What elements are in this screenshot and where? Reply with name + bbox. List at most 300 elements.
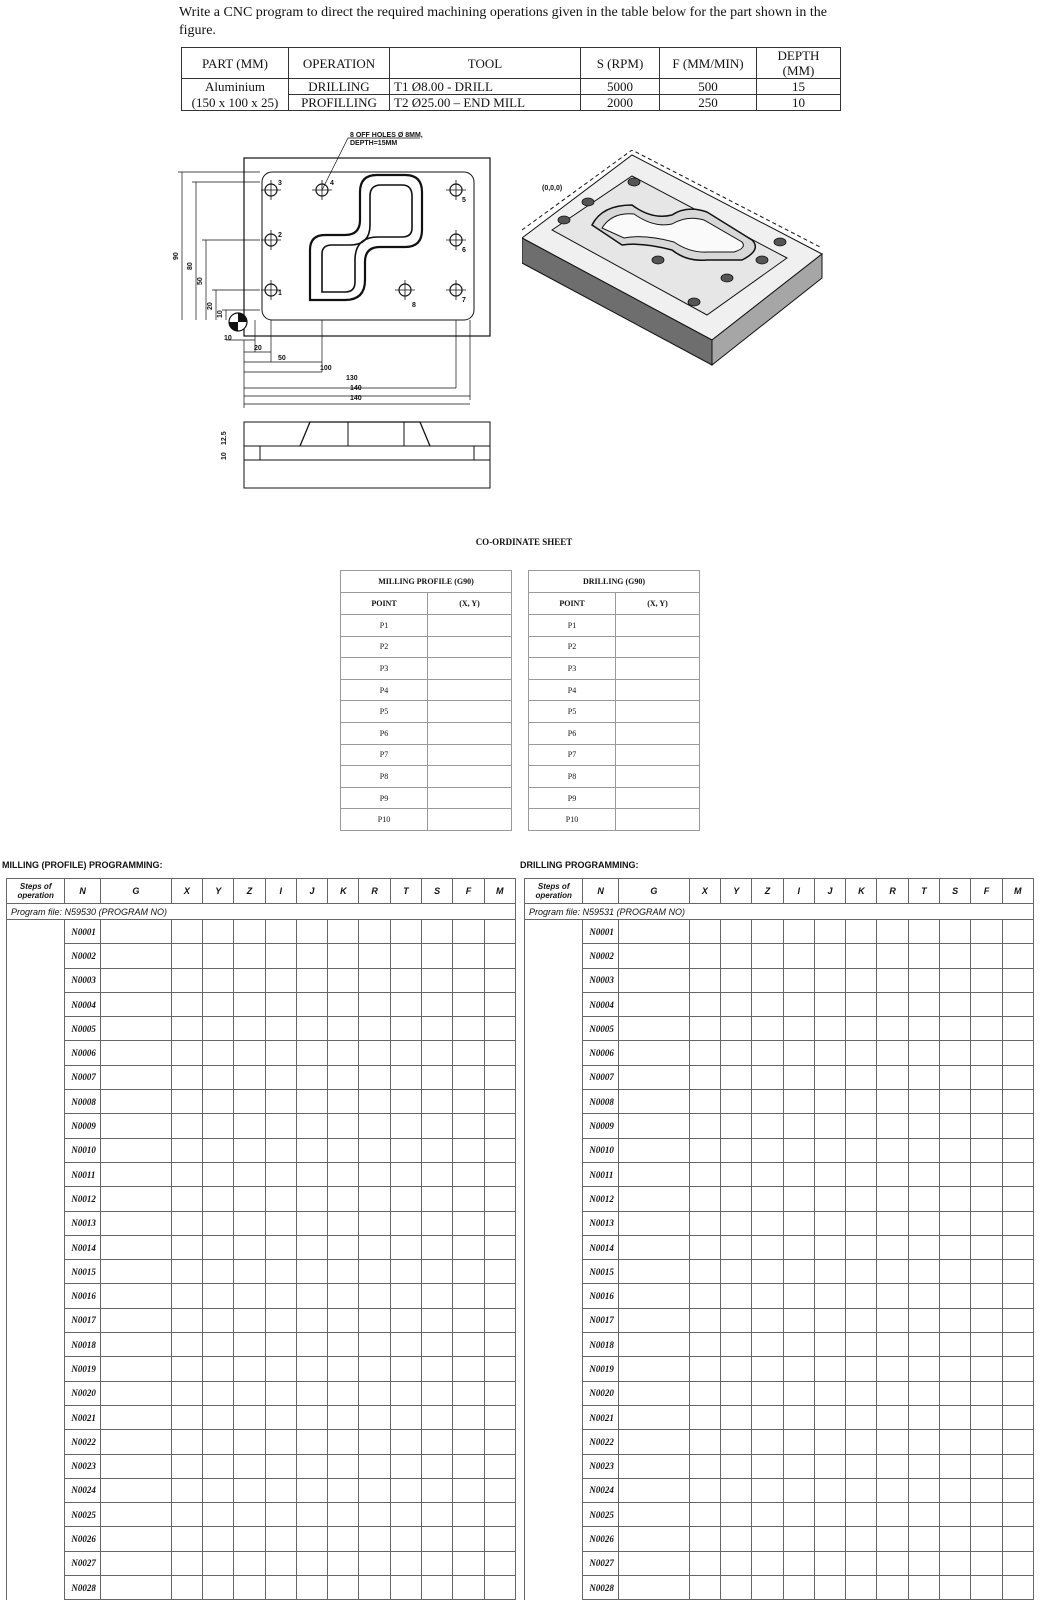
entry-cell-s[interactable] xyxy=(422,1551,453,1575)
entry-cell-m[interactable] xyxy=(1002,1138,1033,1162)
entry-cell-g[interactable] xyxy=(100,968,171,992)
entry-cell-x[interactable] xyxy=(171,1114,202,1138)
entry-cell-g[interactable] xyxy=(100,1503,171,1527)
entry-cell-m[interactable] xyxy=(484,1503,515,1527)
entry-cell-i[interactable] xyxy=(265,1187,296,1211)
entry-cell-t[interactable] xyxy=(908,1114,939,1138)
entry-cell-m[interactable] xyxy=(484,1454,515,1478)
entry-cell-f[interactable] xyxy=(453,1551,484,1575)
entry-cell-t[interactable] xyxy=(908,1284,939,1308)
entry-cell-s[interactable] xyxy=(940,1333,971,1357)
entry-cell-t[interactable] xyxy=(390,1211,421,1235)
entry-cell-x[interactable] xyxy=(171,1187,202,1211)
entry-cell-f[interactable] xyxy=(971,1308,1002,1332)
entry-cell-j[interactable] xyxy=(296,1284,327,1308)
entry-cell-j[interactable] xyxy=(814,1551,845,1575)
steps-cell[interactable] xyxy=(525,1478,583,1502)
steps-cell[interactable] xyxy=(525,1551,583,1575)
entry-cell-k[interactable] xyxy=(846,1308,877,1332)
entry-cell-s[interactable] xyxy=(940,1576,971,1600)
entry-cell-r[interactable] xyxy=(877,1114,908,1138)
entry-cell-y[interactable] xyxy=(203,1357,234,1381)
entry-cell-r[interactable] xyxy=(359,1090,390,1114)
entry-cell-j[interactable] xyxy=(814,1527,845,1551)
entry-cell-r[interactable] xyxy=(359,1260,390,1284)
steps-cell[interactable] xyxy=(7,1211,65,1235)
entry-cell-t[interactable] xyxy=(390,1260,421,1284)
entry-cell-f[interactable] xyxy=(971,1041,1002,1065)
steps-cell[interactable] xyxy=(7,1430,65,1454)
entry-cell-i[interactable] xyxy=(783,1333,814,1357)
entry-cell-x[interactable] xyxy=(689,1090,720,1114)
entry-cell-z[interactable] xyxy=(752,1405,783,1429)
entry-cell-y[interactable] xyxy=(203,1454,234,1478)
entry-cell-z[interactable] xyxy=(752,1065,783,1089)
entry-cell-i[interactable] xyxy=(265,1017,296,1041)
entry-cell-z[interactable] xyxy=(234,1114,265,1138)
entry-cell-i[interactable] xyxy=(265,1308,296,1332)
entry-cell-z[interactable] xyxy=(234,1551,265,1575)
steps-cell[interactable] xyxy=(7,1187,65,1211)
entry-cell-k[interactable] xyxy=(846,1090,877,1114)
entry-cell-k[interactable] xyxy=(328,1017,359,1041)
xy-entry-cell[interactable] xyxy=(428,615,512,637)
entry-cell-t[interactable] xyxy=(908,1235,939,1259)
entry-cell-s[interactable] xyxy=(422,1308,453,1332)
steps-cell[interactable] xyxy=(525,1187,583,1211)
steps-cell[interactable] xyxy=(7,1333,65,1357)
entry-cell-r[interactable] xyxy=(359,1576,390,1600)
entry-cell-g[interactable] xyxy=(618,1114,689,1138)
entry-cell-i[interactable] xyxy=(783,1405,814,1429)
entry-cell-g[interactable] xyxy=(100,1478,171,1502)
entry-cell-m[interactable] xyxy=(484,920,515,944)
entry-cell-y[interactable] xyxy=(721,920,752,944)
entry-cell-i[interactable] xyxy=(783,1090,814,1114)
entry-cell-r[interactable] xyxy=(877,1065,908,1089)
entry-cell-z[interactable] xyxy=(234,1090,265,1114)
entry-cell-g[interactable] xyxy=(618,1503,689,1527)
entry-cell-j[interactable] xyxy=(296,1357,327,1381)
entry-cell-m[interactable] xyxy=(484,1333,515,1357)
entry-cell-i[interactable] xyxy=(783,1114,814,1138)
entry-cell-z[interactable] xyxy=(234,1284,265,1308)
entry-cell-j[interactable] xyxy=(296,1454,327,1478)
entry-cell-m[interactable] xyxy=(1002,1211,1033,1235)
entry-cell-m[interactable] xyxy=(1002,968,1033,992)
entry-cell-i[interactable] xyxy=(783,1381,814,1405)
entry-cell-j[interactable] xyxy=(296,1503,327,1527)
entry-cell-g[interactable] xyxy=(100,1576,171,1600)
entry-cell-g[interactable] xyxy=(618,1333,689,1357)
entry-cell-s[interactable] xyxy=(422,1162,453,1186)
entry-cell-g[interactable] xyxy=(100,1454,171,1478)
entry-cell-g[interactable] xyxy=(100,1527,171,1551)
entry-cell-j[interactable] xyxy=(814,1308,845,1332)
entry-cell-m[interactable] xyxy=(484,1576,515,1600)
entry-cell-x[interactable] xyxy=(689,1454,720,1478)
entry-cell-t[interactable] xyxy=(390,992,421,1016)
entry-cell-y[interactable] xyxy=(203,1308,234,1332)
entry-cell-z[interactable] xyxy=(234,1381,265,1405)
entry-cell-f[interactable] xyxy=(971,944,1002,968)
entry-cell-y[interactable] xyxy=(721,1308,752,1332)
entry-cell-m[interactable] xyxy=(484,1065,515,1089)
entry-cell-k[interactable] xyxy=(846,1527,877,1551)
entry-cell-k[interactable] xyxy=(328,1065,359,1089)
entry-cell-r[interactable] xyxy=(877,1551,908,1575)
entry-cell-k[interactable] xyxy=(846,992,877,1016)
entry-cell-k[interactable] xyxy=(328,1454,359,1478)
entry-cell-i[interactable] xyxy=(265,1405,296,1429)
entry-cell-r[interactable] xyxy=(877,1478,908,1502)
entry-cell-x[interactable] xyxy=(689,1405,720,1429)
entry-cell-m[interactable] xyxy=(484,1211,515,1235)
entry-cell-j[interactable] xyxy=(814,1284,845,1308)
entry-cell-z[interactable] xyxy=(234,1333,265,1357)
entry-cell-r[interactable] xyxy=(359,1211,390,1235)
entry-cell-i[interactable] xyxy=(265,1114,296,1138)
entry-cell-i[interactable] xyxy=(783,1260,814,1284)
entry-cell-g[interactable] xyxy=(100,1381,171,1405)
entry-cell-m[interactable] xyxy=(484,1114,515,1138)
entry-cell-x[interactable] xyxy=(689,1162,720,1186)
entry-cell-i[interactable] xyxy=(783,1527,814,1551)
entry-cell-x[interactable] xyxy=(689,1527,720,1551)
entry-cell-x[interactable] xyxy=(171,1284,202,1308)
entry-cell-j[interactable] xyxy=(814,1090,845,1114)
entry-cell-g[interactable] xyxy=(100,1065,171,1089)
entry-cell-j[interactable] xyxy=(814,1381,845,1405)
entry-cell-g[interactable] xyxy=(618,1260,689,1284)
entry-cell-g[interactable] xyxy=(100,1138,171,1162)
entry-cell-y[interactable] xyxy=(721,1284,752,1308)
entry-cell-m[interactable] xyxy=(484,1381,515,1405)
steps-cell[interactable] xyxy=(525,1454,583,1478)
entry-cell-g[interactable] xyxy=(618,1284,689,1308)
entry-cell-y[interactable] xyxy=(721,1090,752,1114)
entry-cell-x[interactable] xyxy=(689,1187,720,1211)
steps-cell[interactable] xyxy=(525,1235,583,1259)
entry-cell-f[interactable] xyxy=(971,1211,1002,1235)
entry-cell-g[interactable] xyxy=(618,1187,689,1211)
entry-cell-t[interactable] xyxy=(908,1357,939,1381)
entry-cell-k[interactable] xyxy=(846,1430,877,1454)
entry-cell-k[interactable] xyxy=(328,944,359,968)
entry-cell-z[interactable] xyxy=(234,1017,265,1041)
entry-cell-i[interactable] xyxy=(265,1065,296,1089)
steps-cell[interactable] xyxy=(7,1454,65,1478)
entry-cell-j[interactable] xyxy=(814,1187,845,1211)
entry-cell-s[interactable] xyxy=(940,1527,971,1551)
entry-cell-r[interactable] xyxy=(359,944,390,968)
xy-entry-cell[interactable] xyxy=(428,679,512,701)
entry-cell-g[interactable] xyxy=(100,1017,171,1041)
entry-cell-j[interactable] xyxy=(296,1138,327,1162)
entry-cell-z[interactable] xyxy=(752,1284,783,1308)
steps-cell[interactable] xyxy=(525,1503,583,1527)
steps-cell[interactable] xyxy=(525,1405,583,1429)
entry-cell-y[interactable] xyxy=(721,992,752,1016)
entry-cell-z[interactable] xyxy=(234,1405,265,1429)
entry-cell-i[interactable] xyxy=(783,1235,814,1259)
entry-cell-z[interactable] xyxy=(752,1576,783,1600)
entry-cell-k[interactable] xyxy=(328,968,359,992)
entry-cell-y[interactable] xyxy=(203,1065,234,1089)
entry-cell-k[interactable] xyxy=(846,920,877,944)
entry-cell-y[interactable] xyxy=(203,1527,234,1551)
entry-cell-k[interactable] xyxy=(328,1114,359,1138)
entry-cell-g[interactable] xyxy=(618,1430,689,1454)
entry-cell-y[interactable] xyxy=(721,1454,752,1478)
entry-cell-y[interactable] xyxy=(203,1041,234,1065)
entry-cell-k[interactable] xyxy=(328,1162,359,1186)
entry-cell-m[interactable] xyxy=(1002,1235,1033,1259)
entry-cell-f[interactable] xyxy=(971,1381,1002,1405)
entry-cell-f[interactable] xyxy=(971,992,1002,1016)
entry-cell-m[interactable] xyxy=(484,1430,515,1454)
entry-cell-f[interactable] xyxy=(453,992,484,1016)
xy-entry-cell[interactable] xyxy=(428,701,512,723)
entry-cell-s[interactable] xyxy=(940,1211,971,1235)
entry-cell-f[interactable] xyxy=(971,1454,1002,1478)
entry-cell-m[interactable] xyxy=(484,1260,515,1284)
entry-cell-z[interactable] xyxy=(234,1357,265,1381)
entry-cell-y[interactable] xyxy=(721,968,752,992)
entry-cell-g[interactable] xyxy=(618,1162,689,1186)
entry-cell-y[interactable] xyxy=(721,1138,752,1162)
entry-cell-t[interactable] xyxy=(908,1551,939,1575)
entry-cell-m[interactable] xyxy=(1002,1405,1033,1429)
entry-cell-s[interactable] xyxy=(422,1065,453,1089)
steps-cell[interactable] xyxy=(525,1260,583,1284)
entry-cell-t[interactable] xyxy=(390,1090,421,1114)
entry-cell-k[interactable] xyxy=(846,1162,877,1186)
entry-cell-t[interactable] xyxy=(908,1211,939,1235)
entry-cell-s[interactable] xyxy=(940,1503,971,1527)
entry-cell-j[interactable] xyxy=(296,1576,327,1600)
xy-entry-cell[interactable] xyxy=(616,766,700,788)
entry-cell-r[interactable] xyxy=(359,968,390,992)
entry-cell-g[interactable] xyxy=(100,944,171,968)
entry-cell-m[interactable] xyxy=(1002,1478,1033,1502)
entry-cell-k[interactable] xyxy=(328,1527,359,1551)
entry-cell-g[interactable] xyxy=(618,1454,689,1478)
entry-cell-y[interactable] xyxy=(721,1065,752,1089)
entry-cell-t[interactable] xyxy=(390,1527,421,1551)
entry-cell-g[interactable] xyxy=(618,920,689,944)
entry-cell-f[interactable] xyxy=(971,1187,1002,1211)
entry-cell-g[interactable] xyxy=(100,1357,171,1381)
entry-cell-s[interactable] xyxy=(940,1357,971,1381)
entry-cell-z[interactable] xyxy=(234,1211,265,1235)
entry-cell-i[interactable] xyxy=(265,1381,296,1405)
entry-cell-t[interactable] xyxy=(908,1090,939,1114)
entry-cell-f[interactable] xyxy=(971,1260,1002,1284)
entry-cell-f[interactable] xyxy=(453,1381,484,1405)
entry-cell-m[interactable] xyxy=(1002,1162,1033,1186)
entry-cell-r[interactable] xyxy=(359,992,390,1016)
entry-cell-x[interactable] xyxy=(689,1284,720,1308)
entry-cell-z[interactable] xyxy=(752,1527,783,1551)
entry-cell-j[interactable] xyxy=(814,1430,845,1454)
entry-cell-z[interactable] xyxy=(752,1333,783,1357)
entry-cell-s[interactable] xyxy=(940,1284,971,1308)
entry-cell-s[interactable] xyxy=(940,944,971,968)
entry-cell-t[interactable] xyxy=(390,944,421,968)
entry-cell-g[interactable] xyxy=(618,992,689,1016)
entry-cell-g[interactable] xyxy=(618,1357,689,1381)
entry-cell-y[interactable] xyxy=(721,1527,752,1551)
entry-cell-z[interactable] xyxy=(234,1041,265,1065)
entry-cell-m[interactable] xyxy=(484,1041,515,1065)
entry-cell-m[interactable] xyxy=(484,1308,515,1332)
entry-cell-k[interactable] xyxy=(846,1211,877,1235)
entry-cell-z[interactable] xyxy=(752,1551,783,1575)
entry-cell-r[interactable] xyxy=(877,944,908,968)
entry-cell-j[interactable] xyxy=(296,1065,327,1089)
entry-cell-j[interactable] xyxy=(296,1551,327,1575)
entry-cell-t[interactable] xyxy=(908,1527,939,1551)
entry-cell-j[interactable] xyxy=(814,1235,845,1259)
entry-cell-i[interactable] xyxy=(783,1503,814,1527)
xy-entry-cell[interactable] xyxy=(616,701,700,723)
entry-cell-x[interactable] xyxy=(689,968,720,992)
entry-cell-z[interactable] xyxy=(234,920,265,944)
entry-cell-k[interactable] xyxy=(328,1308,359,1332)
steps-cell[interactable] xyxy=(525,920,583,944)
steps-cell[interactable] xyxy=(7,1235,65,1259)
entry-cell-j[interactable] xyxy=(814,1017,845,1041)
entry-cell-z[interactable] xyxy=(234,1576,265,1600)
entry-cell-s[interactable] xyxy=(940,968,971,992)
xy-entry-cell[interactable] xyxy=(616,679,700,701)
entry-cell-y[interactable] xyxy=(203,1211,234,1235)
entry-cell-j[interactable] xyxy=(814,1260,845,1284)
entry-cell-y[interactable] xyxy=(203,1284,234,1308)
entry-cell-z[interactable] xyxy=(752,1211,783,1235)
entry-cell-y[interactable] xyxy=(203,1090,234,1114)
entry-cell-f[interactable] xyxy=(453,1527,484,1551)
entry-cell-m[interactable] xyxy=(1002,1017,1033,1041)
entry-cell-m[interactable] xyxy=(484,992,515,1016)
entry-cell-t[interactable] xyxy=(390,1065,421,1089)
entry-cell-f[interactable] xyxy=(971,1478,1002,1502)
entry-cell-s[interactable] xyxy=(422,1017,453,1041)
entry-cell-y[interactable] xyxy=(203,1333,234,1357)
entry-cell-m[interactable] xyxy=(1002,1551,1033,1575)
entry-cell-g[interactable] xyxy=(618,1405,689,1429)
entry-cell-x[interactable] xyxy=(171,992,202,1016)
entry-cell-k[interactable] xyxy=(846,1284,877,1308)
entry-cell-y[interactable] xyxy=(203,1405,234,1429)
entry-cell-j[interactable] xyxy=(296,1211,327,1235)
entry-cell-y[interactable] xyxy=(203,1551,234,1575)
steps-cell[interactable] xyxy=(7,1041,65,1065)
entry-cell-y[interactable] xyxy=(721,1162,752,1186)
entry-cell-t[interactable] xyxy=(390,1576,421,1600)
steps-cell[interactable] xyxy=(7,1381,65,1405)
entry-cell-f[interactable] xyxy=(453,1333,484,1357)
entry-cell-x[interactable] xyxy=(171,920,202,944)
entry-cell-z[interactable] xyxy=(752,1114,783,1138)
steps-cell[interactable] xyxy=(525,1017,583,1041)
entry-cell-r[interactable] xyxy=(359,1357,390,1381)
entry-cell-r[interactable] xyxy=(877,1454,908,1478)
entry-cell-y[interactable] xyxy=(203,1430,234,1454)
steps-cell[interactable] xyxy=(7,1090,65,1114)
entry-cell-k[interactable] xyxy=(328,1260,359,1284)
entry-cell-y[interactable] xyxy=(721,1357,752,1381)
entry-cell-k[interactable] xyxy=(328,1576,359,1600)
entry-cell-t[interactable] xyxy=(908,1478,939,1502)
entry-cell-j[interactable] xyxy=(814,920,845,944)
entry-cell-m[interactable] xyxy=(1002,1454,1033,1478)
entry-cell-y[interactable] xyxy=(721,944,752,968)
entry-cell-m[interactable] xyxy=(1002,1503,1033,1527)
entry-cell-x[interactable] xyxy=(689,1041,720,1065)
entry-cell-y[interactable] xyxy=(721,1114,752,1138)
entry-cell-g[interactable] xyxy=(100,1284,171,1308)
entry-cell-k[interactable] xyxy=(846,1551,877,1575)
entry-cell-t[interactable] xyxy=(390,1333,421,1357)
entry-cell-i[interactable] xyxy=(265,1503,296,1527)
steps-cell[interactable] xyxy=(7,1576,65,1600)
entry-cell-t[interactable] xyxy=(390,1405,421,1429)
entry-cell-t[interactable] xyxy=(908,1405,939,1429)
entry-cell-i[interactable] xyxy=(265,1162,296,1186)
entry-cell-k[interactable] xyxy=(846,1454,877,1478)
entry-cell-g[interactable] xyxy=(618,1041,689,1065)
entry-cell-r[interactable] xyxy=(359,1454,390,1478)
entry-cell-r[interactable] xyxy=(359,1114,390,1138)
entry-cell-r[interactable] xyxy=(877,1333,908,1357)
entry-cell-y[interactable] xyxy=(203,1138,234,1162)
steps-cell[interactable] xyxy=(7,1551,65,1575)
entry-cell-k[interactable] xyxy=(328,1333,359,1357)
entry-cell-y[interactable] xyxy=(203,1503,234,1527)
entry-cell-s[interactable] xyxy=(940,1551,971,1575)
entry-cell-x[interactable] xyxy=(689,1211,720,1235)
entry-cell-x[interactable] xyxy=(171,1576,202,1600)
entry-cell-s[interactable] xyxy=(422,1260,453,1284)
entry-cell-r[interactable] xyxy=(877,1357,908,1381)
xy-entry-cell[interactable] xyxy=(616,744,700,766)
entry-cell-z[interactable] xyxy=(234,1478,265,1502)
entry-cell-z[interactable] xyxy=(752,944,783,968)
entry-cell-g[interactable] xyxy=(100,1308,171,1332)
entry-cell-k[interactable] xyxy=(328,1405,359,1429)
steps-cell[interactable] xyxy=(7,1478,65,1502)
entry-cell-s[interactable] xyxy=(940,1308,971,1332)
entry-cell-g[interactable] xyxy=(618,1551,689,1575)
entry-cell-f[interactable] xyxy=(453,1357,484,1381)
entry-cell-m[interactable] xyxy=(1002,1527,1033,1551)
entry-cell-f[interactable] xyxy=(971,1576,1002,1600)
entry-cell-i[interactable] xyxy=(265,1454,296,1478)
entry-cell-t[interactable] xyxy=(390,1308,421,1332)
entry-cell-s[interactable] xyxy=(422,1114,453,1138)
entry-cell-i[interactable] xyxy=(783,1284,814,1308)
entry-cell-s[interactable] xyxy=(940,1478,971,1502)
entry-cell-i[interactable] xyxy=(265,992,296,1016)
entry-cell-g[interactable] xyxy=(618,1527,689,1551)
entry-cell-z[interactable] xyxy=(234,992,265,1016)
entry-cell-f[interactable] xyxy=(453,1405,484,1429)
entry-cell-f[interactable] xyxy=(453,1503,484,1527)
entry-cell-j[interactable] xyxy=(296,1405,327,1429)
entry-cell-t[interactable] xyxy=(908,1162,939,1186)
